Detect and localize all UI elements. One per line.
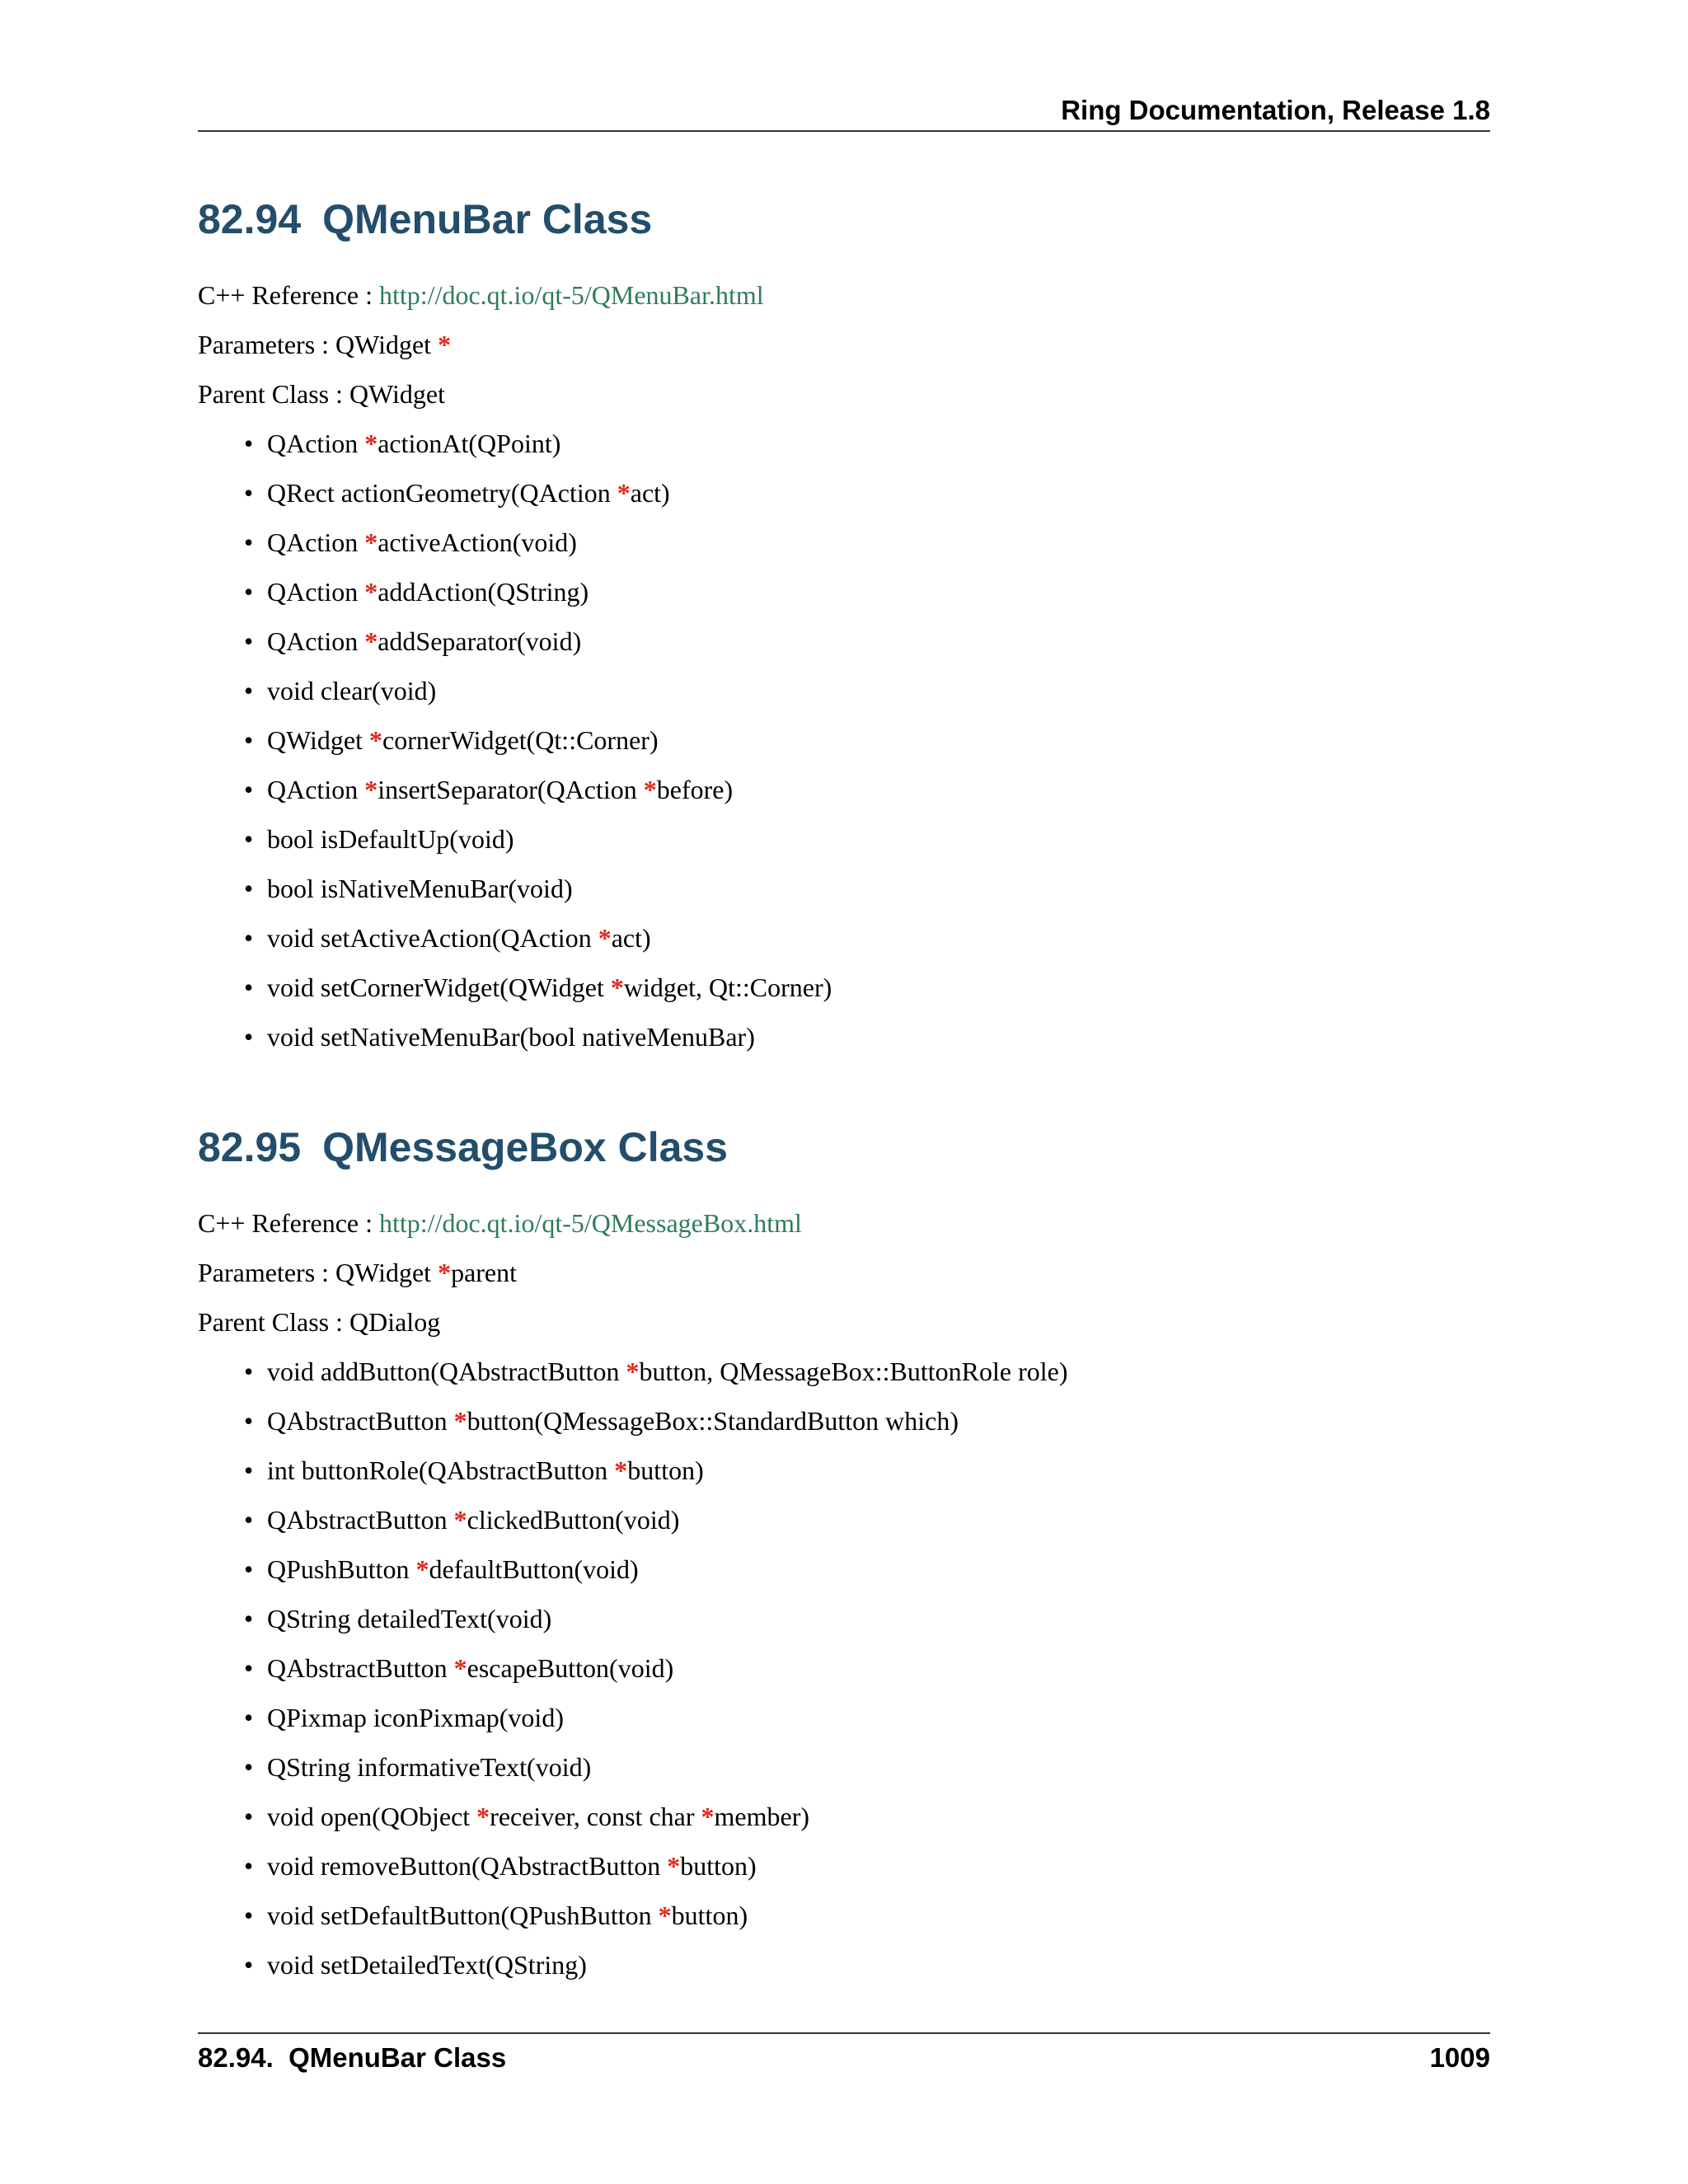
pointer-asterisk: *	[438, 330, 452, 359]
method-list	[198, 419, 1490, 1062]
pointer-asterisk: *	[453, 1653, 467, 1683]
pointer-asterisk: *	[667, 1851, 681, 1881]
parent-class-line	[198, 369, 1490, 419]
method-item: • QPushButton *defaultButton(void)	[244, 1544, 1490, 1594]
parameters-line	[198, 1248, 1490, 1297]
pointer-asterisk: *	[364, 626, 378, 656]
method-item: • bool isNativeMenuBar(void)	[244, 864, 1490, 913]
method-item: • void removeButton(QAbstractButton *button)	[244, 1841, 1490, 1891]
method-item: • QWidget *cornerWidget(Qt::Corner)	[244, 715, 1490, 765]
method-item: • QAction *addSeparator(void)	[244, 616, 1490, 666]
section-heading	[198, 1118, 1490, 1177]
pointer-asterisk: *	[643, 775, 657, 804]
method-item: • void clear(void)	[244, 666, 1490, 715]
pointer-asterisk: *	[369, 725, 383, 755]
method-item: • QAbstractButton *clickedButton(void)	[244, 1495, 1490, 1544]
pointer-asterisk: *	[617, 478, 631, 508]
method-item: • void addButton(QAbstractButton *button, QMessageBox::ButtonRole role)	[244, 1347, 1490, 1396]
pointer-asterisk: *	[701, 1802, 715, 1831]
cpp-reference-link[interactable]: http://doc.qt.io/qt-5/QMessageBox.html	[379, 1208, 802, 1238]
parent-class-label: Parent Class :	[198, 379, 349, 409]
method-item: • void setCornerWidget(QWidget *widget, Qt::Corner)	[244, 963, 1490, 1012]
section-heading	[198, 190, 1490, 249]
pointer-asterisk: *	[415, 1554, 429, 1584]
pointer-asterisk: *	[438, 1258, 452, 1287]
method-item: • void open(QObject *receiver, const char *member)	[244, 1792, 1490, 1841]
parent-class-label: Parent Class :	[198, 1307, 349, 1337]
cpp-reference-label: C++ Reference :	[198, 1208, 379, 1238]
method-item: • QAbstractButton *escapeButton(void)	[244, 1643, 1490, 1693]
pointer-asterisk: *	[453, 1406, 467, 1436]
pointer-asterisk: *	[610, 972, 624, 1002]
section-number: 82.94	[198, 196, 302, 242]
method-item: • void setDefaultButton(QPushButton *button)	[244, 1891, 1490, 1940]
running-footer	[198, 2032, 1490, 2082]
method-item: • QAction *addAction(QString)	[244, 567, 1490, 616]
section-qmessagebox	[198, 1118, 1490, 1990]
cpp-reference-line	[198, 1198, 1490, 1248]
pointer-asterisk: *	[476, 1802, 490, 1831]
parameters-value: QWidget *	[335, 330, 452, 359]
method-item: • QRect actionGeometry(QAction *act)	[244, 468, 1490, 518]
section-title: QMessageBox Class	[322, 1124, 729, 1170]
parent-class-line	[198, 1297, 1490, 1347]
pointer-asterisk: *	[614, 1455, 628, 1485]
parent-class-value: QWidget	[349, 379, 445, 409]
method-item: • void setNativeMenuBar(bool nativeMenuBar)	[244, 1012, 1490, 1062]
parameters-label: Parameters :	[198, 330, 336, 359]
document-page	[198, 0, 1490, 2184]
cpp-reference-link[interactable]: http://doc.qt.io/qt-5/QMenuBar.html	[379, 280, 764, 310]
section-qmenubar	[198, 190, 1490, 1062]
method-item: • int buttonRole(QAbstractButton *button)	[244, 1446, 1490, 1495]
method-list	[198, 1347, 1490, 1990]
pointer-asterisk: *	[364, 577, 378, 607]
parameters-value: QWidget *parent	[335, 1258, 518, 1287]
method-item: • QString informativeText(void)	[244, 1742, 1490, 1792]
running-header: Ring Documentation, Release 1.8	[198, 91, 1490, 132]
section-title: QMenuBar Class	[322, 196, 653, 242]
pointer-asterisk: *	[453, 1505, 467, 1535]
pointer-asterisk: *	[598, 923, 612, 953]
cpp-reference-label: C++ Reference :	[198, 280, 379, 310]
method-item: • QAbstractButton *button(QMessageBox::StandardButton which)	[244, 1396, 1490, 1446]
section-number: 82.95	[198, 1124, 302, 1170]
pointer-asterisk: *	[364, 527, 378, 557]
method-item: • QAction *activeAction(void)	[244, 518, 1490, 567]
method-item: • QAction *actionAt(QPoint)	[244, 419, 1490, 468]
parameters-line	[198, 320, 1490, 369]
method-item: • QAction *insertSeparator(QAction *before)	[244, 765, 1490, 814]
method-item: • bool isDefaultUp(void)	[244, 814, 1490, 864]
method-item: • QPixmap iconPixmap(void)	[244, 1693, 1490, 1742]
method-item: • QString detailedText(void)	[244, 1594, 1490, 1643]
pointer-asterisk: *	[626, 1357, 640, 1386]
parent-class-value: QDialog	[349, 1307, 441, 1337]
cpp-reference-line	[198, 270, 1490, 320]
method-item: • void setActiveAction(QAction *act)	[244, 913, 1490, 963]
page-number: 1009	[1429, 2042, 1490, 2073]
pointer-asterisk: *	[364, 429, 378, 458]
footer-section-title: 82.94. QMenuBar Class	[198, 2042, 507, 2073]
parameters-label: Parameters :	[198, 1258, 336, 1287]
pointer-asterisk: *	[658, 1900, 672, 1930]
pointer-asterisk: *	[364, 775, 378, 804]
method-item: • void setDetailedText(QString)	[244, 1940, 1490, 1990]
